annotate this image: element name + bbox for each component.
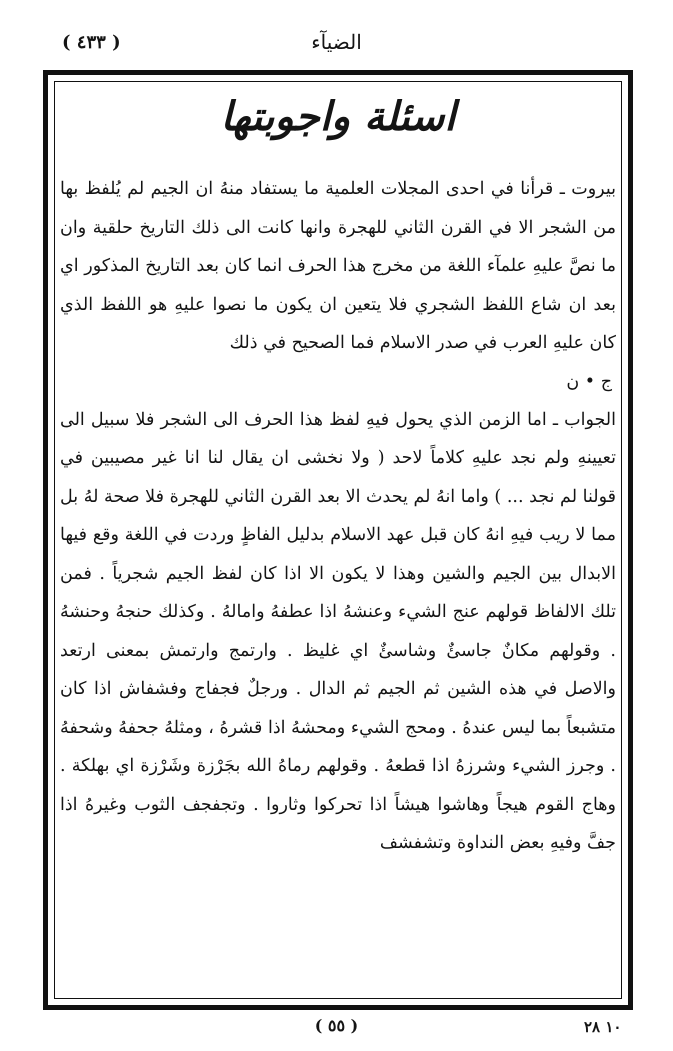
question-paragraph: بيروت ـ قرأنا في احدى المجلات العلمية ما يستفاد منهُ ان الجيم لم يُلفظ بها من الشجر الا في القرن الثاني للهجرة وانها كانت الى ذلك التاريخ حلقية وان ما نصَّ عليهِ علمآء اللغة من مخرج هذا الحرف انما كان بعد التاريخ المذكور اي بعد ان شاع اللفظ الشجري فلا يتعين ان يكون ما نصوا عليهِ هو اللفظ الذي كان عليهِ العرب في صدر الاسلام فما الصحيح في ذلك bbox=[60, 179, 616, 353]
article-body bbox=[60, 84, 616, 863]
footer-page-number: ( ٥٥ ) bbox=[314, 1016, 359, 1035]
running-head bbox=[0, 30, 673, 60]
article-title: اسئلة واجوبتها bbox=[220, 93, 456, 140]
journal-name: الضيآء bbox=[311, 30, 362, 54]
question-signature: ج • ن bbox=[566, 371, 612, 392]
footer-code: ١٠ ٢٨ bbox=[584, 1018, 622, 1036]
page-number: ( ٤٣٣ ) bbox=[62, 32, 121, 53]
answer-paragraph: الجواب ـ اما الزمن الذي يحول فيهِ لفظ هذا الحرف الى الشجر فلا سبيل الى تعيينهِ ولم نجد عليهِ كلاماً لاحد ( ولا نخشى ان يقال لنا انا غير مصيبين في قولنا لم نجد ... ) واما انهُ لم يحدث الا بعد القرن الثاني للهجرة فلا صحة لهُ بل مما لا ريب فيهِ انهُ كان قبل عهد الاسلام بدليل الفاظٍ وردت في اللغة وقع فيها الابدال بين الجيم والشين وهذا لا يكون الا اذا كان لفظ الجيم شجرياً . فمن تلك الالفاظ قولهم عنج الشيء وعنشهُ اذا عطفهُ وامالهُ . وكذلك حنجهُ وحنشهُ . وقولهم مكانٌ جاسئٌ وشاسئٌ اي غليظ . وارتمج وارتمش بمعنى ارتعد والاصل في هذه الشين ثم الجيم ثم الدال . ورجلٌ فجفاج وفشفاش اذا كان متشبعاً بما ليس عندهُ . ومحج الشيء ومحشهُ اذا قشرهُ ، ومثلهُ جحفهُ وشحفهُ . وجرز الشيء وشرزهُ اذا قطعهُ . وقولهم رماهُ الله بجَرْزة وشَرْزة اي بهلكة . وهاج القوم هيجاً وهاشوا هيشاً اذا تحركوا وثاروا . وتجفجف الثوب وغيرهُ اذا جفَّ وفيهِ بعض النداوة وتشفشف bbox=[60, 409, 616, 853]
